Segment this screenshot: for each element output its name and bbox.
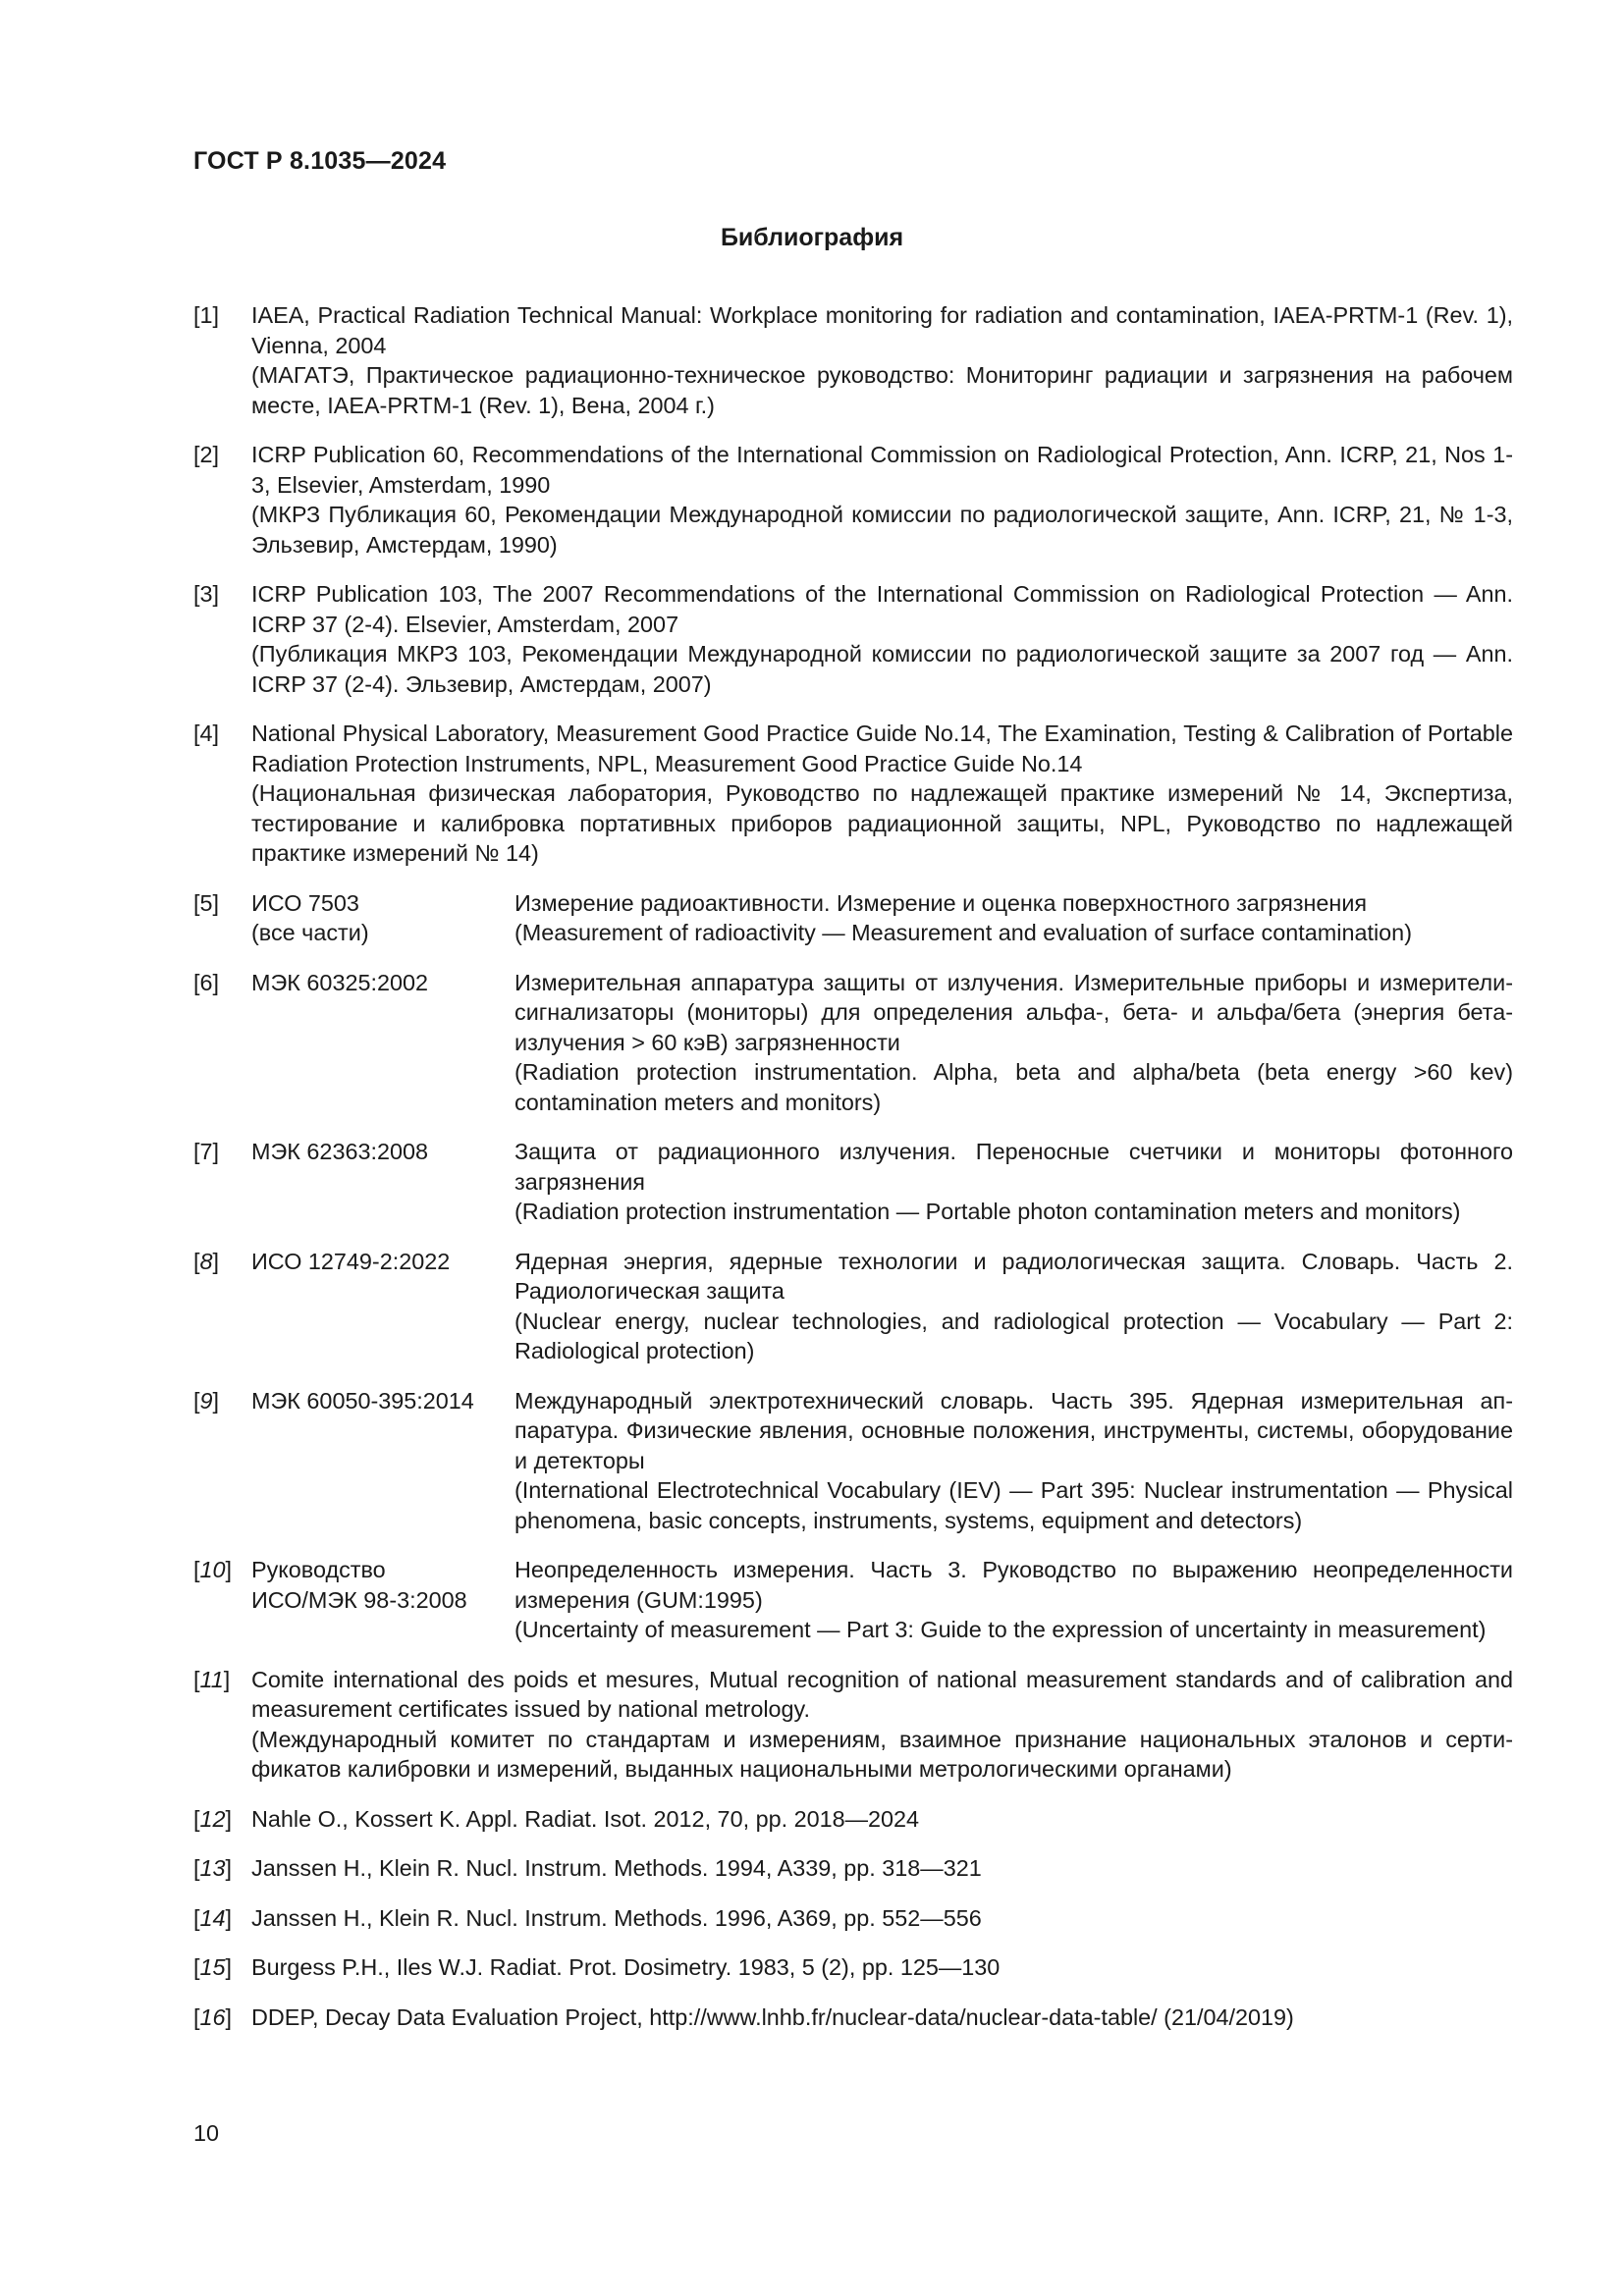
bibliography-entry [193,1952,1513,1983]
bibliography-entry [193,719,1513,869]
entry-original-text: Защита от радиационного излучения. Переносные счетчики и мониторы фотонного загрязнения [514,1139,1513,1195]
document-id-line: МЭК 60050-395:2014 [251,1387,474,1414]
bibliography-entry [193,1247,1513,1366]
entry-text [514,1137,1513,1227]
entry-document-id [251,1137,514,1167]
entry-number-value: 10 [199,1557,226,1582]
bibliography-entry [193,1137,1513,1227]
entry-number: [5] [193,889,220,916]
entry-number-value: 15 [199,1954,226,1980]
entry-text [251,1804,1513,1835]
entry-number: [10] [193,1557,233,1582]
bibliography-entry [193,888,1513,948]
bibliography-entry [193,300,1513,420]
entry-number-value: 12 [199,1805,226,1832]
bibliography-entry [193,1386,1513,1536]
entry-number: [11] [193,1666,231,1692]
bibliography-entry [193,440,1513,560]
entry-original-text: Неопределенность измерения. Часть 3. Руководство по выражению неопределенности измерения (GUM:1995) [514,1557,1513,1613]
entry-original-text: Comite international des poids et mesures, Mutual recognition of national measurement standards and of calibration and measurement certificates issued by national metrology. [251,1666,1513,1722]
entry-original-text: ICRP Publication 103, The 2007 Recommendations of the International Commission on Radiological Protection — Ann. ICRP 37 (2-4). Elsevier, Amsterdam, 2007 [251,581,1513,637]
bibliography-entry [193,1853,1513,1884]
entry-original-text: ICRP Publication 60, Recommendations of the International Commission on Radiological Protection, Ann. ICRP, 21, Nos 1-3, Elsevier, Amsterdam, 1990 [251,442,1513,498]
entry-number-value: 13 [199,1855,226,1881]
entry-text [251,300,1513,420]
bibliography-entry [193,579,1513,699]
entry-original-text: Burgess P.H., Iles W.J. Radiat. Prot. Dosimetry. 1983, 5 (2), pp. 125—130 [251,1954,1001,1980]
entry-number-value: 8 [199,1248,213,1274]
entry-number: [6] [193,969,220,995]
entry-text [514,1247,1513,1366]
entry-text [514,888,1513,948]
entry-number: [13] [193,1855,233,1881]
entry-text [251,1903,1513,1934]
entry-number-value: 5 [199,889,213,916]
document-id-line: ИСО 7503 [251,889,359,916]
entry-number: [12] [193,1805,233,1832]
entry-text [514,1386,1513,1536]
entry-number: [7] [193,1139,220,1164]
document-id-line: ИСО 12749-2:2022 [251,1248,451,1274]
document-id-line: Руководство [251,1557,386,1582]
bibliography-entry [193,2002,1513,2033]
entry-number-value: 1 [199,302,213,328]
entry-number-value: 4 [199,721,213,746]
entry-translation-text: (Measurement of radioactivity — Measurement and evaluation of surface contamination) [514,920,1412,945]
bibliography-entry [193,1903,1513,1934]
entry-document-id [251,1247,514,1277]
entry-text [251,1665,1513,1785]
entry-document-id [251,888,514,948]
entry-original-text: Измерительная аппаратура защиты от излучения. Измерительные приборы и измерители-сигнализаторы (мониторы) для определения альфа-, бета- и альфа/бета (энергия бета-излучения > 60 кэВ) загрязненности [514,969,1513,1055]
bibliography-entry [193,968,1513,1118]
entry-original-text: Nahle O., Kossert K. Appl. Radiat. Isot. 2012, 70, pp. 2018—2024 [251,1805,920,1832]
entry-original-text: Janssen H., Klein R. Nucl. Instrum. Methods. 1994, A339, pp. 318—321 [251,1855,982,1881]
document-code: ГОСТ Р 8.1035—2024 [193,147,447,175]
entry-original-text: National Physical Laboratory, Measurement Good Practice Guide No.14, The Examination, Testing & Calibration of Portable Radiation Protection Instruments, NPL, Measurement Good Practice Guide No.14 [251,721,1513,776]
document-id-line: (все части) [251,920,369,945]
document-id-line: ИСО/МЭК 98-3:2008 [251,1586,467,1613]
entry-text [251,440,1513,560]
entry-number: [4] [193,721,220,746]
entry-document-id [251,1555,514,1615]
entry-original-text: DDEP, Decay Data Evaluation Project, http://www.lnhb.fr/nuclear-data/nuclear-data-table/ (21/04/2019) [251,2003,1294,2030]
entry-original-text: Janssen H., Klein R. Nucl. Instrum. Methods. 1996, A369, pp. 552—556 [251,1904,982,1931]
entry-text [251,1952,1513,1983]
page-number: 10 [193,2120,220,2146]
entry-original-text: IAEA, Practical Radiation Technical Manual: Workplace monitoring for radiation and contamination, IAEA-PRTM-1 (Rev. 1), Vienna, 2004 [251,302,1513,358]
entry-number: [1] [193,302,220,328]
entry-document-id [251,968,514,998]
entry-translation-text: (МАГАТЭ, Практическое радиационно-техническое руководство: Мониторинг радиации и загрязнения на рабочем месте, IAEA-PRTM-1 (Rev. 1), Вена, 2004 г.) [251,362,1513,418]
entry-translation-text: (Национальная физическая лаборатория, Руководство по надлежащей практике измерений № 14, Экспертиза, тестирование и калибровка портативных приборов радиационной защиты, NPL, Руководство по надлежащей практике измерений № 14) [251,780,1513,866]
entry-text [251,1853,1513,1884]
entry-text [514,968,1513,1118]
entry-translation-text: (Uncertainty of measurement — Part 3: Guide to the expression of uncertainty in measurement) [514,1617,1487,1642]
entry-text [251,2002,1513,2033]
entry-number-value: 16 [199,2003,226,2030]
entry-text [514,1555,1513,1645]
entry-number-value: 14 [199,1904,226,1931]
entry-translation-text: (Публикация МКРЗ 103, Рекомендации Международной комиссии по радиологической защите за 2007 год — Ann. ICRP 37 (2-4). Эльзевир, Амстердам, 2007) [251,641,1513,697]
entry-number-value: 9 [199,1387,213,1414]
entry-number: [9] [193,1387,220,1414]
entry-original-text: Ядерная энергия, ядерные технологии и радиологическая защита. Словарь. Часть 2. Радиологическая защита [514,1248,1513,1304]
entry-translation-text: (МКРЗ Публикация 60, Рекомендации Международной комиссии по радиологической защите, Ann. ICRP, 21, № 1-3, Эльзевир, Амстердам, 1990) [251,502,1513,558]
entry-number-value: 11 [199,1666,224,1692]
entry-number: [3] [193,581,220,607]
entry-number: [15] [193,1954,233,1980]
entry-number-value: 2 [199,442,213,467]
entry-number-value: 7 [199,1139,213,1164]
entry-text [251,719,1513,869]
document-id-line: МЭК 60325:2002 [251,969,428,995]
document-id-line: МЭК 62363:2008 [251,1139,428,1164]
entry-translation-text: (Radiation protection instrumentation. Alpha, beta and alpha/beta (beta energy >60 kev) contamination meters and monitors) [514,1059,1513,1115]
entry-original-text: Измерение радиоактивности. Измерение и оценка поверхностного загрязнения [514,889,1368,916]
entry-number: [8] [193,1248,220,1274]
entry-number: [16] [193,2003,233,2030]
section-title: Библиография [720,224,904,251]
entry-number: [2] [193,442,220,467]
entry-text [251,579,1513,699]
bibliography-list [193,300,1513,2052]
entry-number: [14] [193,1904,233,1931]
entry-document-id [251,1386,514,1416]
entry-number-value: 3 [199,581,213,607]
entry-original-text: Международный электротехнический словарь. Часть 395. Ядерная измерительная аппаратура. Физические явления, основные положения, инструменты, системы, оборудование и детекторы [514,1387,1513,1473]
entry-number-value: 6 [199,969,213,995]
entry-translation-text: (Международный комитет по стандартам и измерениям, взаимное признание национальных эталонов и сертификатов калибровки и измерений, выданных национальными метрологическими органами) [251,1726,1513,1782]
entry-translation-text: (Nuclear energy, nuclear technologies, and radiological protection — Vocabulary — Part 2: Radiological protection) [514,1308,1513,1363]
bibliography-entry [193,1665,1513,1785]
bibliography-entry [193,1804,1513,1835]
entry-translation-text: (International Electrotechnical Vocabulary (IEV) — Part 395: Nuclear instrumentation — Physical phenomena, basic concepts, instruments, systems, equipment and detectors) [514,1477,1513,1533]
bibliography-entry [193,1555,1513,1645]
entry-translation-text: (Radiation protection instrumentation — Portable photon contamination meters and monitors) [514,1199,1461,1224]
